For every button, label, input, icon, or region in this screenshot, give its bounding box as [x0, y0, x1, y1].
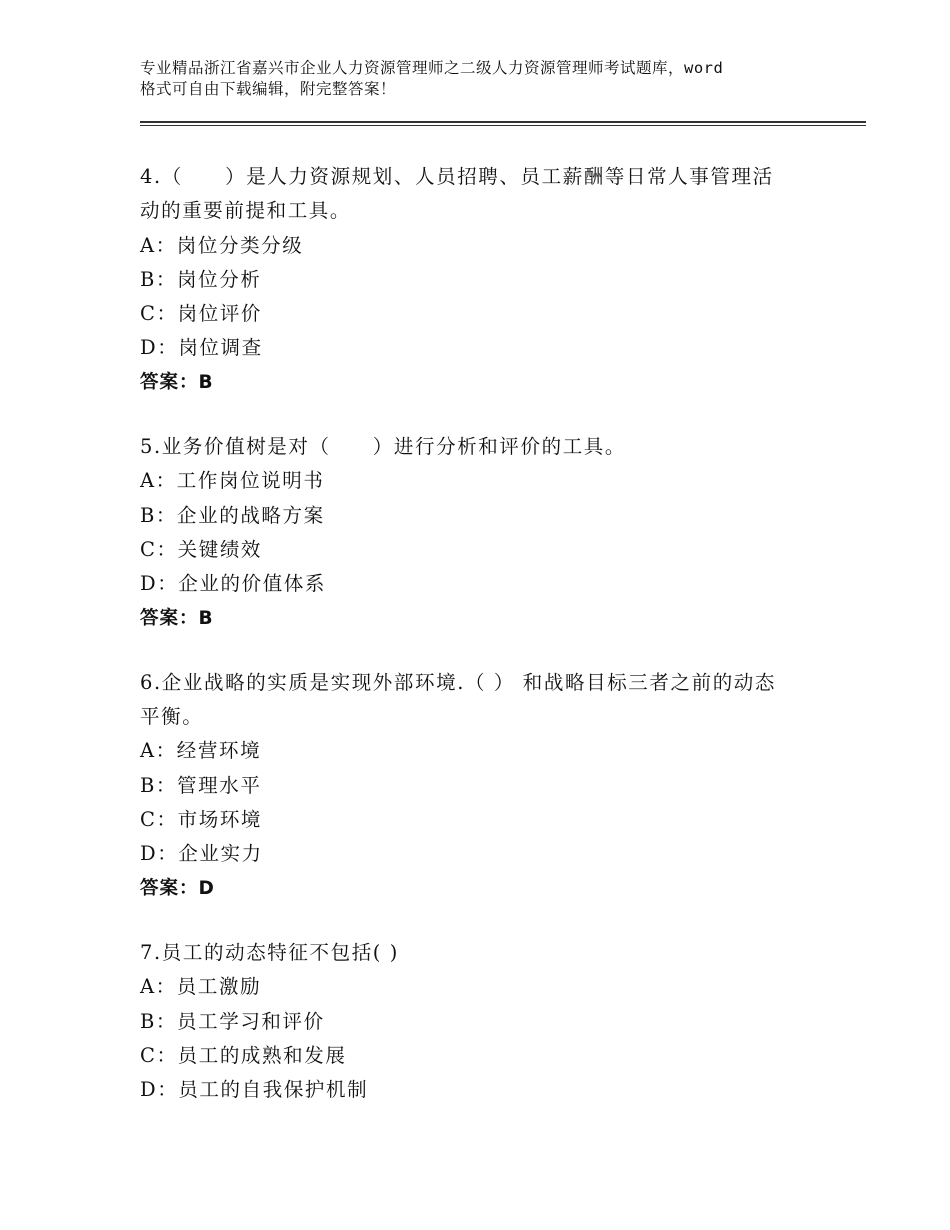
question-stem: 4.（ ）是人力资源规划、人员招聘、员工薪酬等日常人事管理活 [140, 165, 774, 188]
option-a: A：经营环境 [140, 739, 262, 763]
question-4 [140, 160, 820, 400]
option-c: C：员工的成熟和发展 [140, 1043, 347, 1067]
option-c: C：岗位评价 [140, 302, 263, 326]
answer: 答案：B [140, 607, 214, 629]
answer: 答案：D [140, 877, 215, 899]
option-b: B：员工学习和评价 [140, 1009, 325, 1033]
option-b: B：企业的战略方案 [140, 503, 325, 527]
option-a: A：工作岗位说明书 [140, 469, 325, 493]
option-a: A：员工激励 [140, 975, 262, 999]
option-b: B：管理水平 [140, 773, 262, 797]
question-stem: 动的重要前提和工具。 [140, 199, 352, 223]
answer: 答案：B [140, 371, 214, 393]
option-d: D：员工的自我保护机制 [140, 1078, 369, 1102]
header-divider-thin [140, 125, 866, 126]
option-b: B：岗位分析 [140, 267, 262, 291]
question-stem: 6.企业战略的实质是实现外部环境.（ ） 和战略目标三者之前的动态 [140, 670, 777, 694]
question-5 [140, 430, 820, 636]
option-d: D：岗位调查 [140, 336, 263, 360]
document-header [140, 58, 840, 100]
option-d: D：企业的价值体系 [140, 572, 327, 596]
question-6 [140, 666, 820, 906]
header-divider-thick [140, 121, 866, 123]
option-d: D：企业实力 [140, 842, 263, 866]
option-a: A：岗位分类分级 [140, 233, 304, 257]
option-c: C：关键绩效 [140, 537, 263, 561]
header-line-1: 专业精品浙江省嘉兴市企业人力资源管理师之二级人力资源管理师考试题库，word [140, 59, 724, 77]
question-7 [140, 936, 820, 1107]
question-stem: 7.员工的动态特征不包括( ) [140, 940, 400, 964]
question-stem: 5.业务价值树是对（ ）进行分析和评价的工具。 [140, 435, 627, 459]
option-c: C：市场环境 [140, 808, 263, 832]
question-list [140, 160, 820, 1137]
header-line-2: 格式可自由下载编辑，附完整答案！ [140, 80, 397, 98]
question-stem: 平衡。 [140, 705, 204, 729]
